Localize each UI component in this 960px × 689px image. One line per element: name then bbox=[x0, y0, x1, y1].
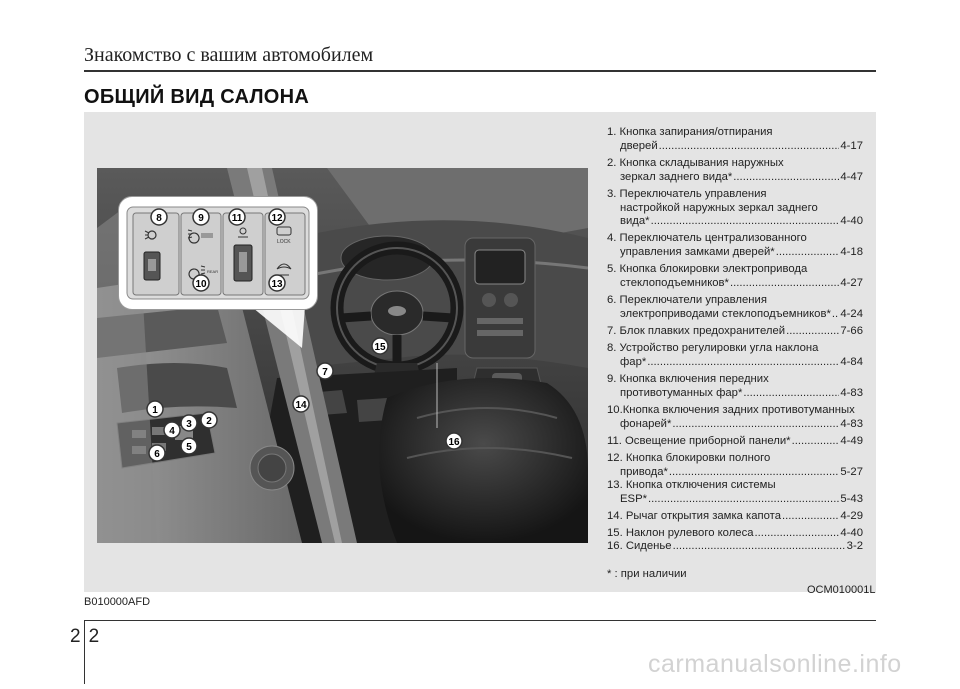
legend-item: 1. Кнопка запирания/отпирания дверей ..... 4-17 bbox=[607, 126, 863, 153]
legend-item: 3. Переключатель управления настройкой наружных зеркал заднего вида* ..... 4-40 bbox=[607, 188, 863, 229]
callout-8-label: 8 bbox=[156, 213, 162, 224]
callout-2 bbox=[201, 412, 217, 428]
callout-13 bbox=[269, 275, 285, 291]
header-rule bbox=[84, 70, 876, 72]
footer-rule bbox=[84, 620, 876, 621]
section-code: B010000AFD bbox=[84, 596, 151, 608]
legend-item: 7. Блок плавких предохранителей ..... 7-66 bbox=[607, 325, 863, 339]
callout-9 bbox=[193, 209, 209, 225]
legend-item: 11. Освещение приборной панели* ..... 4-49 bbox=[607, 435, 863, 449]
awd-lock-label: LOCK bbox=[277, 239, 291, 245]
callout-1 bbox=[147, 401, 163, 417]
callout-9-label: 9 bbox=[198, 213, 204, 224]
legend-item: 15. Наклон рулевого колеса ..... 4-40 bbox=[607, 527, 863, 541]
legend-item: 4. Переключатель централизованного управления замками дверей* ..... 4-18 bbox=[607, 232, 863, 259]
callout-12 bbox=[269, 209, 285, 225]
legend-item: 6. Переключатели управления электроприводами стеклоподъемников* ..... 4-24 bbox=[607, 294, 863, 321]
section-title: ОБЩИЙ ВИД САЛОНА bbox=[84, 86, 310, 108]
callout-6-label: 6 bbox=[154, 449, 160, 460]
legend-item: 9. Кнопка включения передних противотуманных фар* ..... 4-83 bbox=[607, 373, 863, 400]
footnote: * : при наличии bbox=[607, 568, 687, 580]
callout-13-label: 13 bbox=[271, 279, 283, 290]
callout-11 bbox=[229, 209, 245, 225]
chapter-number: 2 bbox=[70, 626, 81, 647]
legend-item: 5. Кнопка блокировки электропривода стеклоподъемников* ..... 4-27 bbox=[607, 263, 863, 290]
page-number bbox=[70, 626, 107, 648]
page-in-chapter: 2 bbox=[88, 626, 100, 647]
legend-item: 16. Сиденье ..... 3-2 bbox=[607, 540, 863, 554]
callout-2-label: 2 bbox=[206, 416, 212, 427]
callout-7 bbox=[317, 363, 333, 379]
callout-10 bbox=[193, 275, 209, 291]
rear-fog-label: REAR bbox=[207, 269, 219, 274]
legend-item: 10.Кнопка включения задних противотуманных фонарей* ..... 4-83 bbox=[607, 404, 863, 431]
callout-16-label: 16 bbox=[448, 437, 460, 448]
callout-10-label: 10 bbox=[195, 279, 207, 290]
callout-5-label: 5 bbox=[186, 442, 192, 453]
callout-5 bbox=[181, 438, 197, 454]
callout-1-label: 1 bbox=[152, 405, 158, 416]
callout-12-label: 12 bbox=[271, 213, 283, 224]
legend-item: 14. Рычаг открытия замка капота ..... 4-29 bbox=[607, 510, 863, 524]
legend-item: 2. Кнопка складывания наружных зеркал заднего вида* ..... 4-47 bbox=[607, 157, 863, 184]
callout-6 bbox=[149, 445, 165, 461]
running-header: Знакомство с вашим автомобилем bbox=[84, 44, 374, 66]
callout-11-label: 11 bbox=[231, 213, 243, 224]
figure-code: OCM010001L bbox=[807, 584, 876, 596]
callout-8 bbox=[151, 209, 167, 225]
callout-4-label: 4 bbox=[169, 426, 175, 437]
callout-3-label: 3 bbox=[186, 419, 192, 430]
callout-15-label: 15 bbox=[374, 342, 386, 353]
callout-16 bbox=[446, 433, 462, 449]
callout-14 bbox=[293, 396, 309, 412]
legend-item: 13. Кнопка отключения системы ESP* ..... 5-43 bbox=[607, 479, 863, 506]
callout-7-label: 7 bbox=[322, 367, 328, 378]
callout-4 bbox=[164, 422, 180, 438]
legend-item: 12. Кнопка блокировки полного привода* ..... 5-27 bbox=[607, 452, 863, 479]
watermark: carmanualsonline.info bbox=[648, 650, 902, 678]
callout-15 bbox=[372, 338, 388, 354]
callout-14-label: 14 bbox=[295, 400, 307, 411]
legend-item: 8. Устройство регулировки угла наклона фар* ..... 4-84 bbox=[607, 342, 863, 369]
switch-panel-illustration bbox=[119, 197, 317, 309]
callout-3 bbox=[181, 415, 197, 431]
switch-panel-callout bbox=[118, 196, 318, 310]
